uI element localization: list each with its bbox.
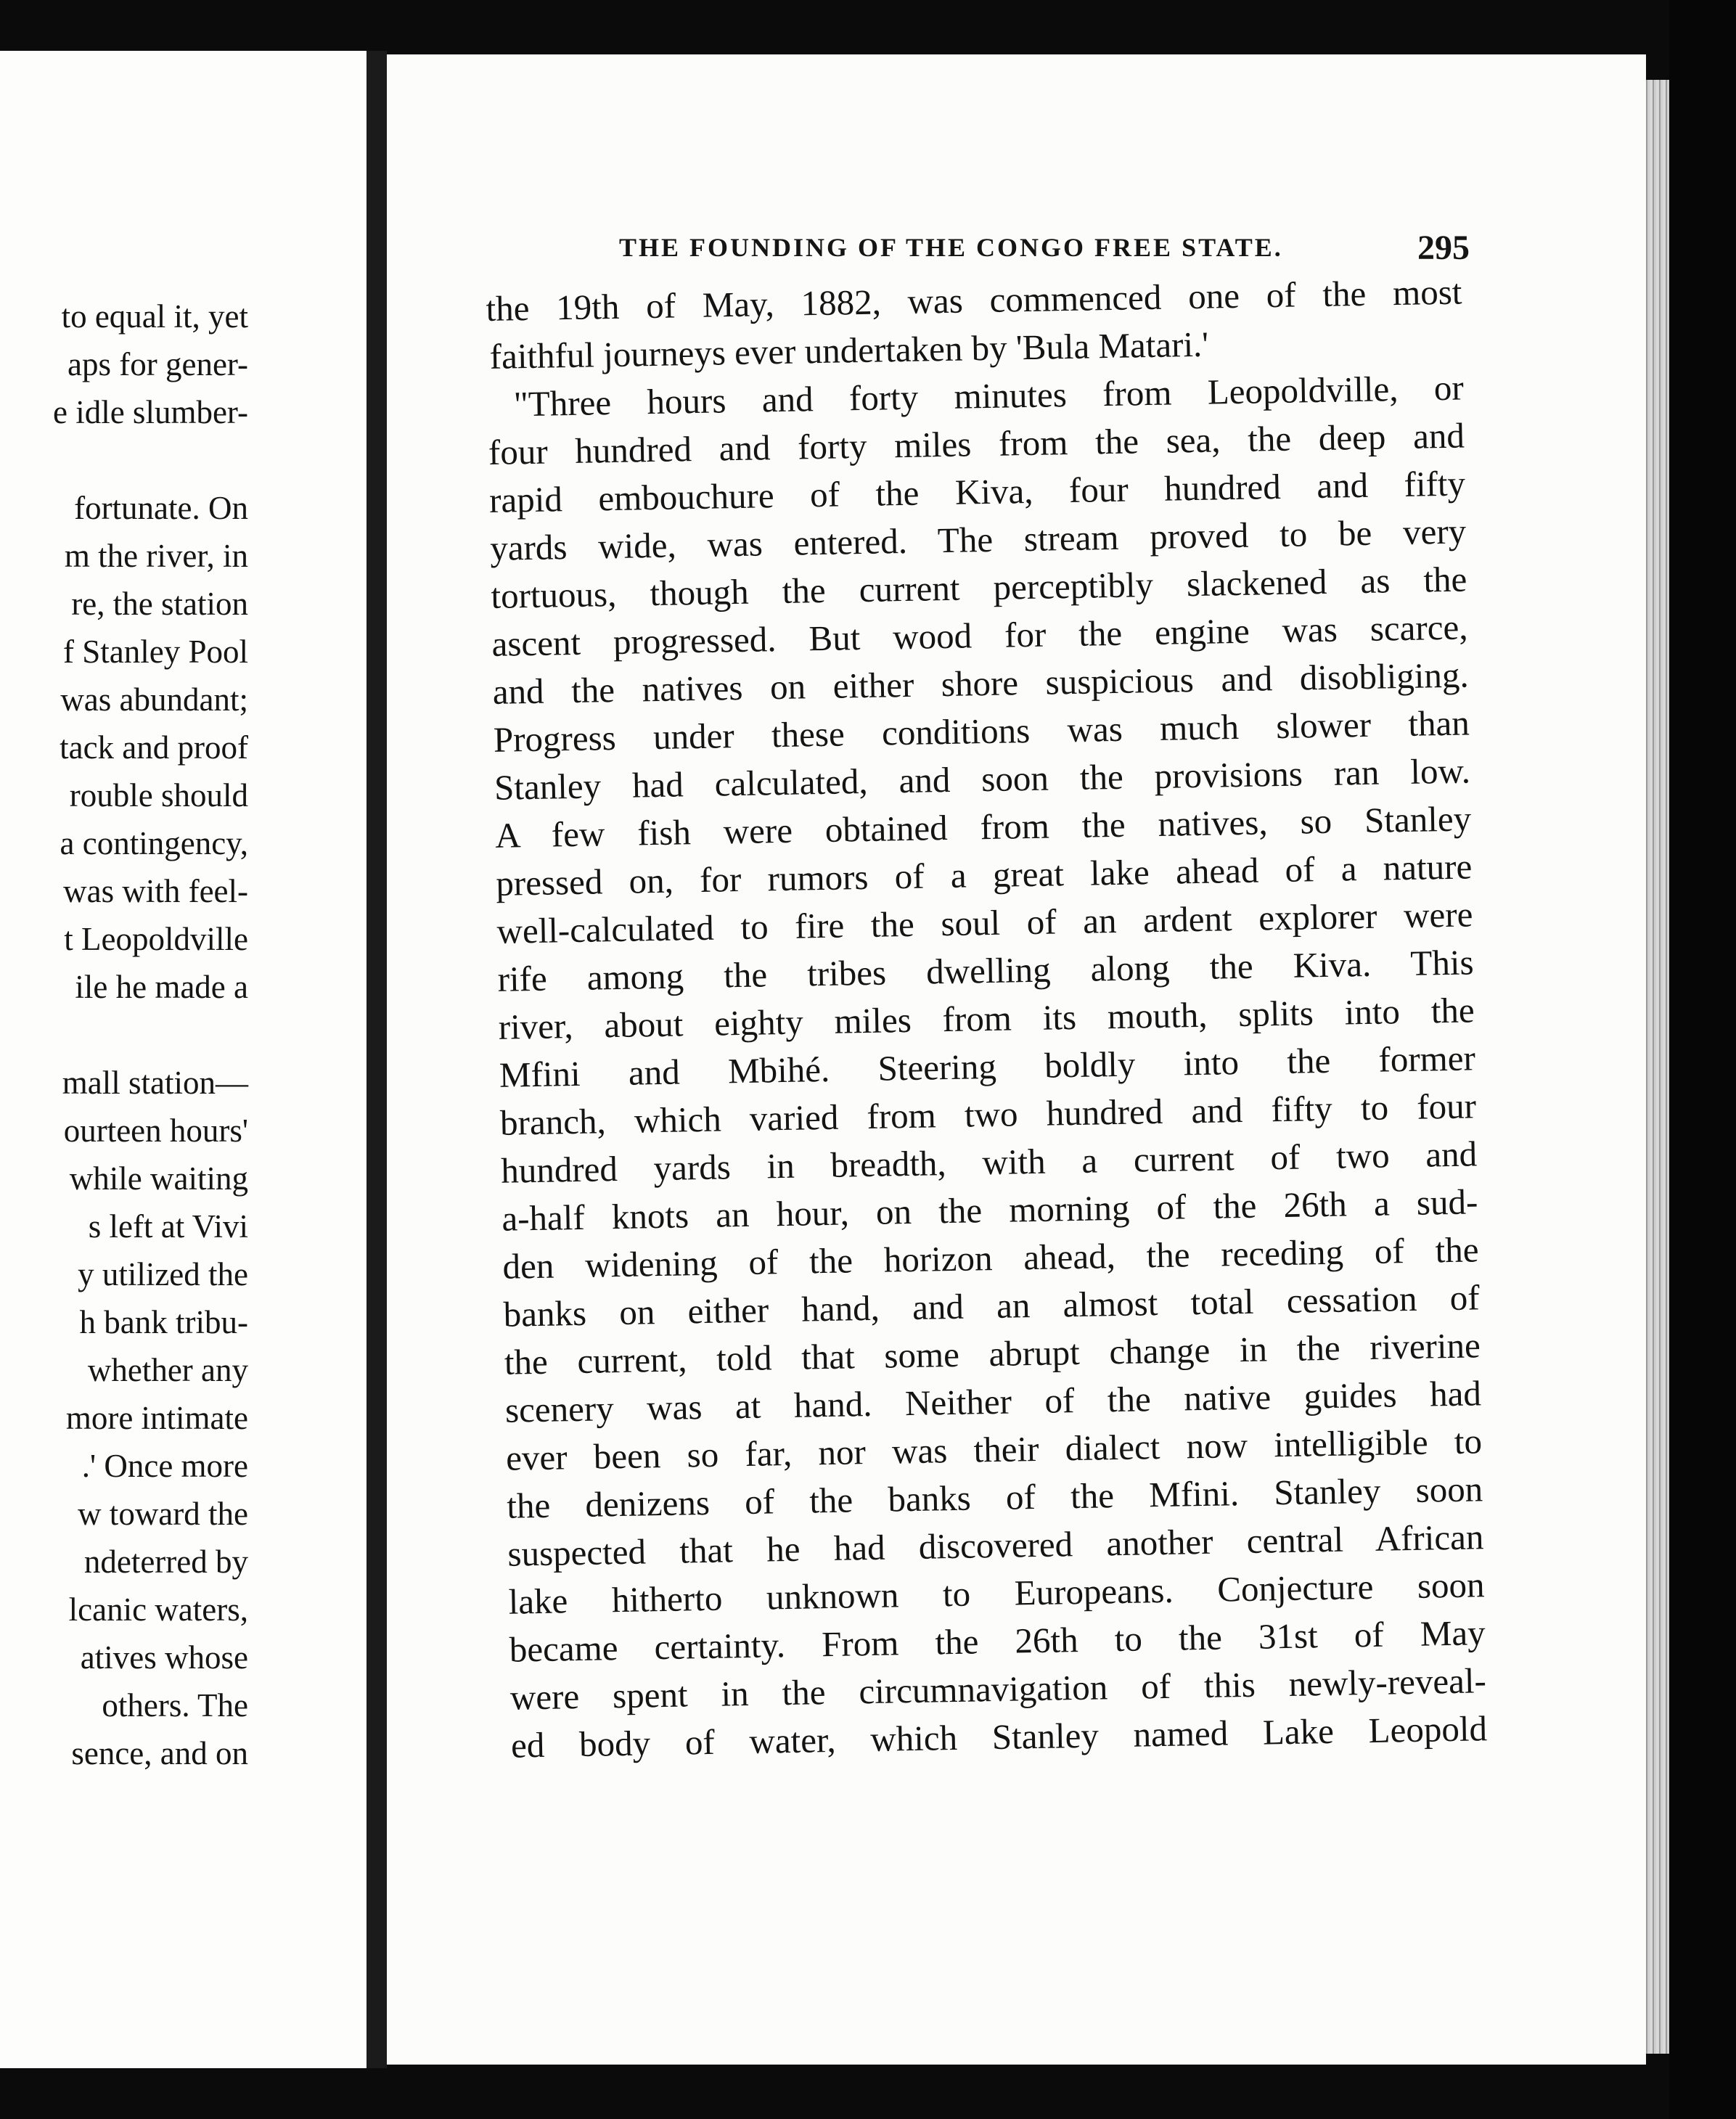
text-line: river, about eighty miles from its mouth, splits into the [498, 990, 1475, 1047]
left-text-line: was with feel- [63, 873, 248, 909]
text-line: and the natives on either shore suspicious and disobliging. [492, 655, 1470, 712]
left-text-line: fortunate. On [74, 490, 248, 526]
left-text-line: sence, and on [71, 1735, 248, 1771]
text-line: yards wide, was entered. The stream proved to be very [489, 511, 1467, 568]
text-line: lake hitherto unknown to Europeans. Conjecture soon [508, 1565, 1485, 1622]
left-text-line: m the river, in [64, 538, 248, 574]
left-text-line: re, the station [71, 586, 248, 622]
left-text-line: lcanic waters, [68, 1591, 248, 1628]
text-line: the denizens of the banks of the Mfini. Stanley soon [506, 1469, 1483, 1526]
text-line: ever been so far, nor was their dialect now intelligible to [505, 1421, 1483, 1478]
left-text-line: e idle slumber- [52, 394, 248, 430]
left-text-line: y utilized the [78, 1256, 248, 1292]
text-line: a-half knots an hour, on the morning of the 26th a sud- [501, 1181, 1478, 1239]
text-line: suspected that he had discovered another central African [507, 1517, 1484, 1574]
left-text-line: atives whose [80, 1639, 248, 1676]
right-page [387, 54, 1646, 2065]
body-text [486, 269, 1488, 1770]
left-text-line: aps for gener- [67, 346, 248, 382]
text-line: ed body of water, which Stanley named Lake Leopold [510, 1708, 1488, 1766]
text-line: "Three hours and forty minutes from Leopoldville, or [513, 367, 1465, 425]
left-text-line: ndeterred by [83, 1544, 248, 1580]
text-line: tortuous, though the current perceptibly slackened as the [490, 559, 1467, 616]
text-line: branch, which varied from two hundred and fifty to four [499, 1086, 1477, 1143]
left-text-line: .' Once more [81, 1448, 248, 1484]
text-line: rapid embouchure of the Kiva, four hundred and fifty [488, 463, 1466, 520]
page-number: 295 [1417, 229, 1470, 267]
text-line: faithful journeys ever undertaken by 'Bula Matari.' [489, 324, 1209, 377]
left-text-line: others. The [102, 1687, 248, 1724]
text-line: the current, told that some abrupt change in the riverine [504, 1325, 1481, 1382]
text-line: A few fish were obtained from the natives, so Stanley [494, 798, 1472, 856]
left-text-line: ourteen hours' [63, 1112, 248, 1149]
text-line: the 19th of May, 1882, was commenced one of the most [486, 271, 1462, 329]
left-page [0, 51, 367, 2068]
left-text-line: f Stanley Pool [63, 634, 248, 670]
text-line: four hundred and forty miles from the sea, the deep and [488, 415, 1465, 472]
text-line: Progress under these conditions was much slower than [493, 702, 1470, 760]
text-line: den widening of the horizon ahead, the receding of the [502, 1229, 1479, 1287]
running-head: THE FOUNDING OF THE CONGO FREE STATE. [619, 233, 1283, 262]
text-line: were spent in the circumnavigation of this newly-reveal- [509, 1660, 1487, 1718]
left-text-line: whether any [87, 1352, 248, 1388]
book-gutter [367, 51, 387, 2068]
scan-background [1669, 0, 1736, 2119]
left-text-line: more intimate [65, 1400, 248, 1436]
text-line: rife among the tribes dwelling along the Kiva. This [497, 942, 1474, 999]
left-text-line: ile he made a [75, 969, 248, 1005]
text-line: Mfini and Mbihé. Steering boldly into the former [499, 1038, 1476, 1095]
text-line: banks on either hand, and an almost total cessation of [503, 1277, 1481, 1335]
text-line: well-calculated to fire the soul of an ardent explorer were [496, 894, 1473, 951]
text-line: Stanley had calculated, and soon the provisions ran low. [494, 750, 1471, 808]
text-line: hundred yards in breadth, with a current of two and [500, 1134, 1478, 1191]
left-text-line: while waiting [69, 1160, 248, 1197]
text-line: ascent progressed. But wood for the engine was scarce, [491, 607, 1468, 664]
left-text-line: t Leopoldville [64, 921, 248, 957]
text-line: pressed on, for rumors of a great lake ahead of a nature [495, 846, 1473, 903]
left-text-line: a contingency, [60, 825, 248, 861]
left-text-line: mall station— [62, 1065, 248, 1101]
text-line: became certainty. From the 26th to the 31st of May [509, 1612, 1486, 1670]
left-text-line: h bank tribu- [79, 1304, 248, 1340]
left-text-line: to equal it, yet [61, 298, 248, 335]
left-text-line: s left at Vivi [88, 1208, 248, 1245]
left-text-line: tack and proof [60, 729, 248, 766]
text-line: scenery was at hand. Neither of the native guides had [504, 1373, 1482, 1430]
left-text-line: was abundant; [60, 681, 248, 718]
left-text-line: rouble should [69, 777, 248, 813]
left-text-line: w toward the [78, 1496, 248, 1532]
